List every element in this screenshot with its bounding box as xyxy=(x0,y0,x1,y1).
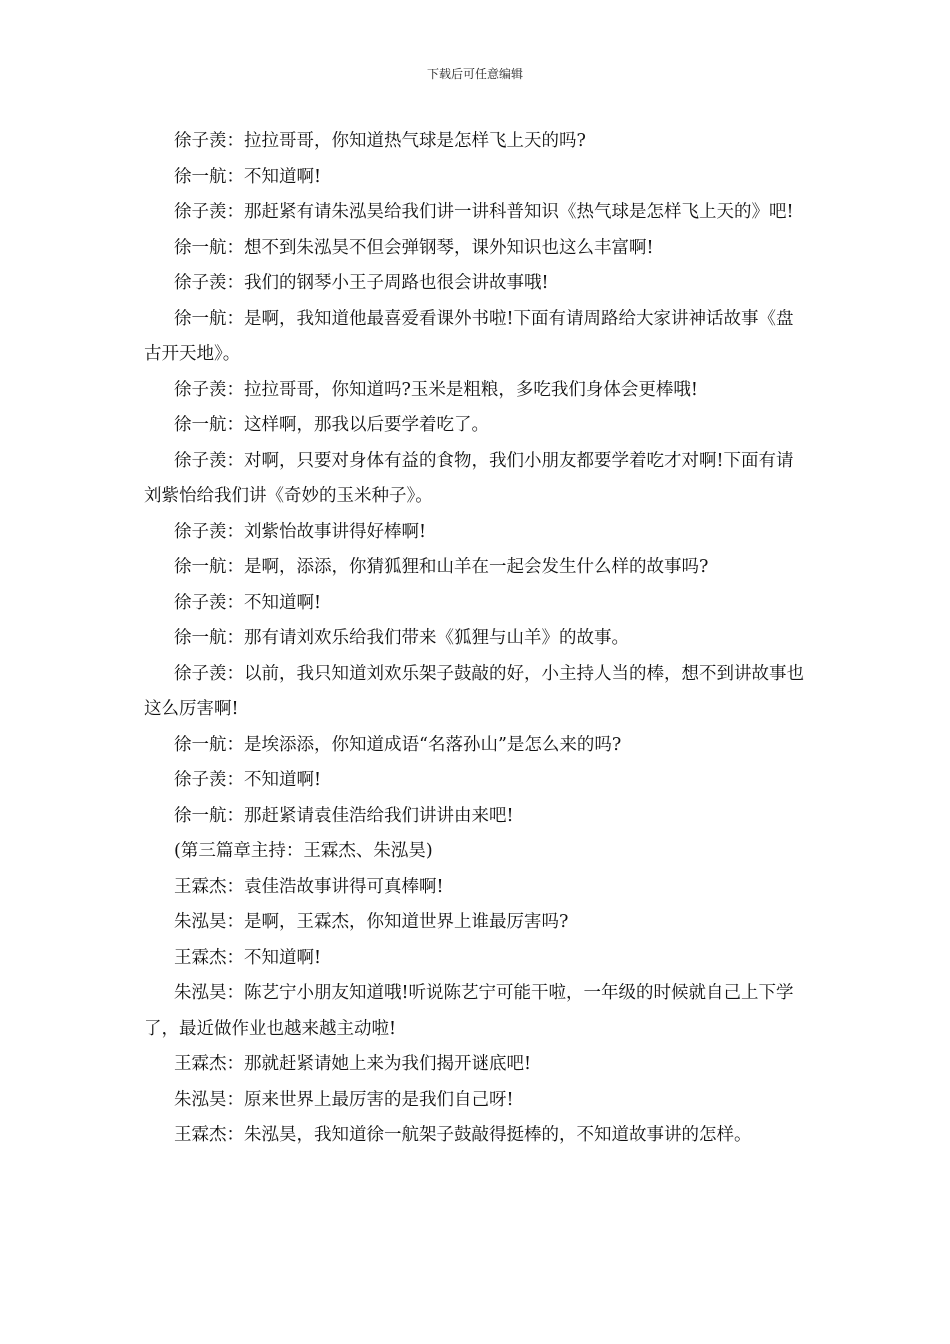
paragraph: 徐子羡：我们的钢琴小王子周路也很会讲故事哦! xyxy=(174,273,549,293)
page-header: 下载后可任意编辑 xyxy=(426,67,523,81)
paragraph: 徐子羡：拉拉哥哥，你知道吗?玉米是粗粮，多吃我们身体会更棒哦! xyxy=(174,379,698,400)
paragraph: 徐子羡：对啊，只要对身体有益的食物，我们小朋友都要学着吃才对啊!下面有请刘紫怡给我们讲《奇妙的玉米种子》。 xyxy=(144,450,794,506)
paragraph: 徐子羡：以前，我只知道刘欢乐架子鼓敲的好，小主持人当的棒，想不到讲故事也这么厉害啊! xyxy=(144,663,804,719)
paragraph: 徐一航：这样啊，那我以后要学着吃了。 xyxy=(174,415,489,435)
paragraph: 徐一航：那有请刘欢乐给我们带来《狐狸与山羊》的故事。 xyxy=(174,628,629,648)
paragraph: 王霖杰：朱泓昊，我知道徐一航架子鼓敲得挺棒的，不知道故事讲的怎样。 xyxy=(174,1125,752,1145)
document-body xyxy=(144,124,808,1154)
paragraph: 朱泓昊：是啊，王霖杰，你知道世界上谁最厉害吗? xyxy=(174,912,569,932)
paragraph: 徐子羡：刘紫怡故事讲得好棒啊! xyxy=(174,521,427,542)
paragraph: 王霖杰：袁佳浩故事讲得可真棒啊! xyxy=(174,876,444,897)
paragraph: 王霖杰：不知道啊! xyxy=(174,947,322,968)
section-heading: (第三篇章主持：王霖杰、朱泓昊) xyxy=(174,841,433,861)
paragraph: 徐一航：是啊，添添，你猜狐狸和山羊在一起会发生什么样的故事吗? xyxy=(174,557,709,577)
paragraph: 朱泓昊：陈艺宁小朋友知道哦!听说陈艺宁可能干啦，一年级的时候就自己上下学了，最近做作业也越来越主动啦! xyxy=(144,983,794,1039)
paragraph: 徐子羡：不知道啊! xyxy=(174,770,322,790)
paragraph: 徐一航：不知道啊! xyxy=(174,166,322,187)
paragraph: 徐一航：想不到朱泓昊不但会弹钢琴，课外知识也这么丰富啊! xyxy=(174,237,654,258)
paragraph: 徐子羡：那赶紧有请朱泓昊给我们讲一讲科普知识《热气球是怎样飞上天的》吧! xyxy=(174,202,794,222)
paragraph: 徐一航：那赶紧请袁佳浩给我们讲讲由来吧! xyxy=(174,805,514,826)
paragraph: 朱泓昊：原来世界上最厉害的是我们自己呀! xyxy=(174,1089,514,1110)
paragraph: 徐一航：是埃添添，你知道成语“名落孙山”是怎么来的吗? xyxy=(174,734,622,755)
paragraph: 徐子羡：不知道啊! xyxy=(174,592,322,613)
paragraph: 徐一航：是啊，我知道他最喜爱看课外书啦!下面有请周路给大家讲神话故事《盘古开天地》。 xyxy=(144,308,794,364)
paragraph: 王霖杰：那就赶紧请她上来为我们揭开谜底吧! xyxy=(174,1054,532,1074)
paragraph: 徐子羡：拉拉哥哥，你知道热气球是怎样飞上天的吗? xyxy=(174,131,586,151)
